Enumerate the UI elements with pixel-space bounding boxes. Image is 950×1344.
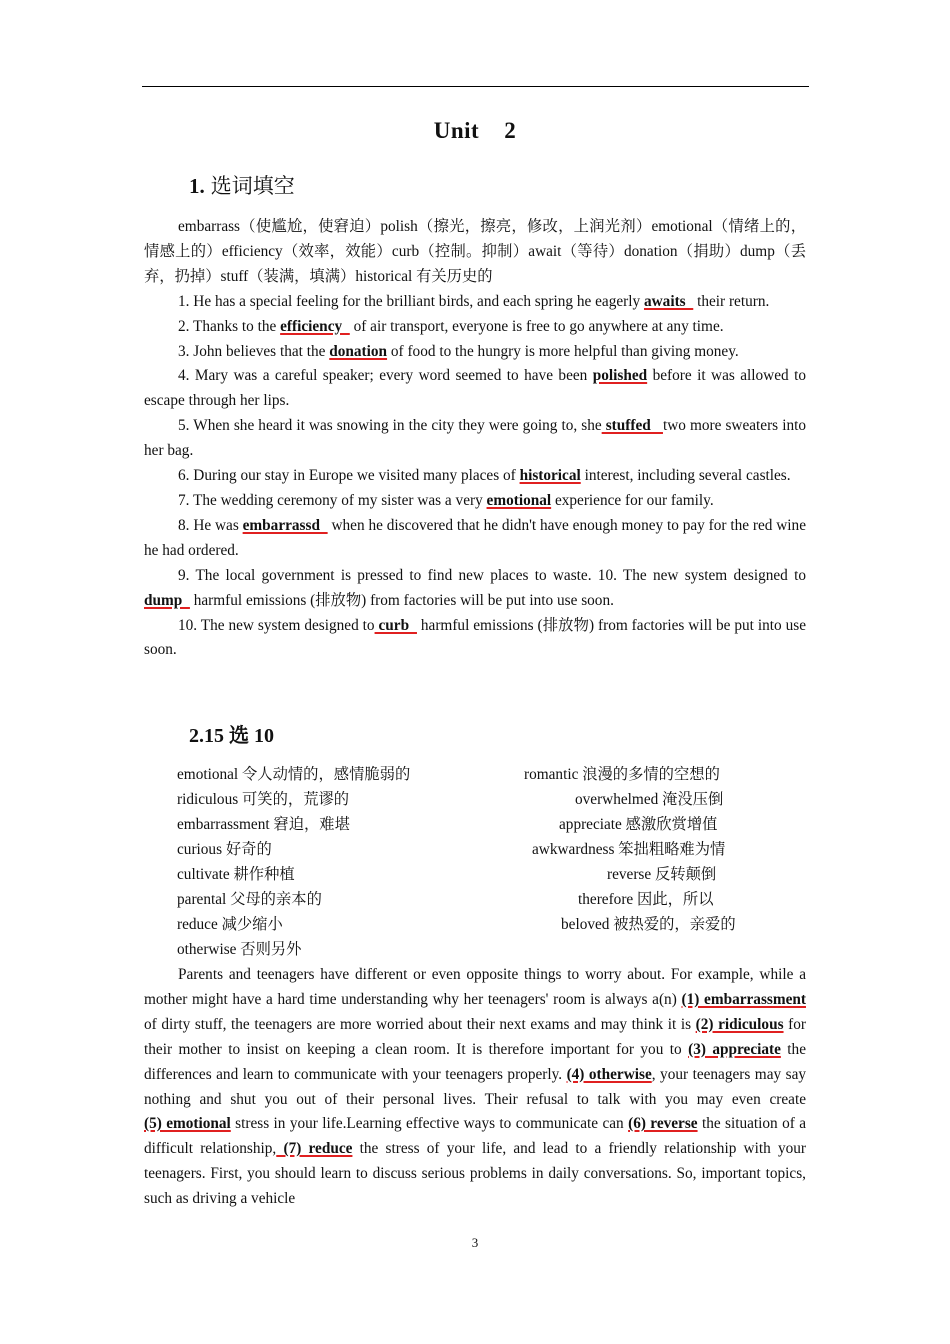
- vocab-right-7: beloved 被热爱的，亲爱的: [561, 916, 736, 933]
- vocab-right-4: awkwardness 笨拙粗略难为情: [532, 841, 726, 858]
- exercise-item: [144, 464, 806, 489]
- vocab-right-3: appreciate 感激欣赏增值: [559, 816, 718, 833]
- passage-text: , your teenagers may say nothing and shut you out of their personal lives. Their refusal to talk with you may even create: [144, 1065, 807, 1108]
- passage-answer: (3) appreciate: [688, 1040, 781, 1058]
- vocab-left-8: otherwise 否则另外: [177, 941, 302, 958]
- item-text-after: of food to the hungry is more helpful than giving money.: [387, 342, 739, 360]
- passage-text: of dirty stuff, the teenagers are more worried about their next exams and may think it is: [144, 1015, 696, 1033]
- passage-text: for their mother to insist on keeping a clean room. It is therefore important for you to: [144, 1015, 806, 1058]
- answer-blank: historical: [519, 467, 581, 485]
- page-title: Unit 2: [433, 118, 517, 143]
- answer-blank: embarrassd: [242, 516, 328, 534]
- item-text-after: before it was allowed to escape through her lips.: [144, 367, 806, 410]
- passage-answer: (1) embarrassment: [681, 990, 806, 1008]
- passage-answer: (5) emotional: [144, 1115, 231, 1133]
- exercise-item: [144, 340, 806, 365]
- exercise-item: [144, 489, 806, 514]
- answer-blank: stuffed: [601, 417, 663, 435]
- exercise-items: [144, 290, 806, 664]
- answer-blank: polished: [592, 367, 648, 385]
- passage-text: the differences and learn to communicate with your teenagers properly.: [144, 1040, 806, 1083]
- exercise-item: [144, 564, 806, 614]
- exercise-item: [144, 290, 806, 315]
- vocab-left-6: parental 父母的亲本的: [177, 891, 322, 908]
- vocab-left-1: emotional 令人动情的，感情脆弱的: [177, 766, 411, 783]
- item-text-after: experience for our family.: [551, 491, 714, 509]
- vocab-right-6: therefore 因此，所以: [578, 891, 714, 908]
- item-text-after: when he discovered that he didn't have enough money to pay for the red wine he had ordered.: [144, 516, 806, 559]
- exercise-item: [144, 514, 806, 564]
- item-text-after: harmful emissions (排放物) from factories will be put into use soon.: [144, 616, 806, 659]
- answer-blank: curb: [374, 616, 417, 634]
- passage: [144, 963, 806, 1212]
- passage-answer: (6) reverse: [628, 1115, 698, 1133]
- item-text-before: 2. Thanks to the: [178, 317, 281, 335]
- item-text-before: 4. Mary was a careful speaker; every word seemed to have been: [178, 367, 593, 385]
- item-text-after: of air transport, everyone is free to go anywhere at any time.: [349, 317, 724, 335]
- exercise-1: [144, 215, 806, 663]
- page-number: 3: [471, 1235, 479, 1250]
- vocab-right-2: overwhelmed 淹没压倒: [575, 791, 724, 808]
- vocab-right-5: reverse 反转颠倒: [607, 866, 717, 883]
- passage-answer: (2) ridiculous: [695, 1015, 784, 1033]
- item-text-after: interest, including several castles.: [580, 467, 791, 485]
- passage-answer: (4) otherwise: [566, 1065, 652, 1083]
- answer-blank: awaits: [643, 292, 694, 310]
- header-rule: [142, 86, 809, 87]
- vocab-left-7: reduce 减少缩小: [177, 916, 283, 933]
- answer-blank: efficiency: [280, 317, 350, 335]
- section-1-heading: [189, 170, 295, 200]
- exercise-item: [144, 315, 806, 340]
- item-text-before: 10. The new system designed to: [178, 616, 375, 634]
- word-bank: embarrass（使尴尬，使窘迫）polish（擦光，擦亮，修改，上润光剂）emotional（情绪上的，情感上的）efficiency（效率，效能）curb（控制。抑制）await（等待）donation（捐助）dump（丢弃，扔掉）stuff（装满，填满）historical 有关历史的: [144, 218, 806, 285]
- passage-answer: (7) reduce: [276, 1140, 353, 1158]
- item-text-before: 7. The wedding ceremony of my sister was a very: [178, 491, 487, 509]
- item-text-after: their return.: [693, 292, 770, 310]
- answer-blank: dump: [144, 591, 190, 609]
- exercise-item: [144, 414, 806, 464]
- item-text-before: 5. When she heard it was snowing in the city they were going to, she: [178, 417, 602, 435]
- answer-blank: emotional: [486, 491, 552, 509]
- passage-text: the situation of a difficult relationship,: [144, 1115, 806, 1158]
- exercise-item: [144, 614, 806, 664]
- vocab-right-1: romantic 浪漫的多情的空想的: [524, 766, 720, 783]
- vocab-left-5: cultivate 耕作种植: [177, 866, 295, 883]
- section-1-title: 选词填空: [210, 174, 295, 198]
- item-text-before: 8. He was: [178, 516, 243, 534]
- passage-text: Parents and teenagers have different or even opposite things to worry about. For example, while a mother might have a hard time understanding why her teenagers' room is always a(n): [144, 966, 806, 1008]
- passage-text: stress in your life.Learning effective ways to communicate can: [230, 1115, 629, 1133]
- section-1-number: 1.: [189, 174, 205, 198]
- passage-text: the stress of your life, and lead to a friendly relationship with your teenagers. First, you should learn to discuss serious problems in daily conversations. So, important topics, such as driving a vehicle: [144, 1140, 807, 1208]
- passage-paragraph: [144, 963, 806, 1212]
- item-text-before: 3. John believes that the: [178, 342, 330, 360]
- vocab-left-4: curious 好奇的: [177, 841, 272, 858]
- exercise-item: [144, 364, 806, 414]
- vocab-left-3: embarrassment 窘迫，难堪: [177, 816, 350, 833]
- item-text-before: 1. He has a special feeling for the brilliant birds, and each spring he eagerly: [178, 292, 644, 310]
- section-2-heading: 2.15 选 10: [189, 725, 274, 747]
- item-text-before: 9. The local government is pressed to find new places to waste. 10. The new system designed to: [178, 566, 806, 584]
- item-text-before: 6. During our stay in Europe we visited many places of: [178, 467, 520, 485]
- vocab-left-2: ridiculous 可笑的，荒谬的: [177, 791, 350, 808]
- answer-blank: donation: [329, 342, 388, 360]
- item-text-after: harmful emissions (排放物) from factories will be put into use soon.: [189, 591, 614, 609]
- item-text-after: two more sweaters into her bag.: [144, 417, 807, 460]
